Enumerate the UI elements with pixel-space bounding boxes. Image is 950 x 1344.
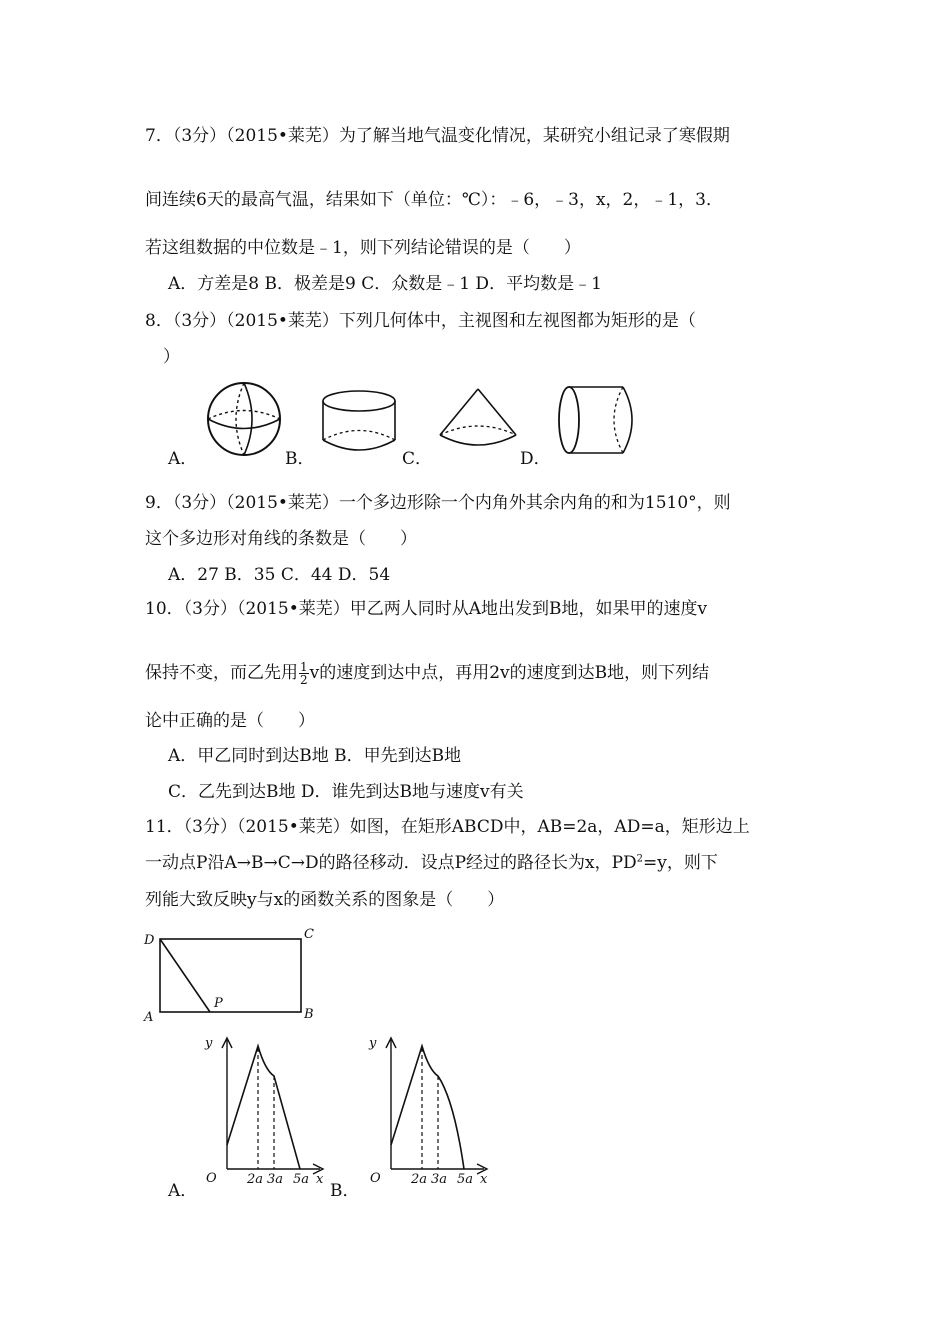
cone-figure (435, 385, 520, 451)
q8-line-1: 8．（3分）（2015•莱芜）下列几何体中，主视图和左视图都为矩形的是（ (145, 311, 696, 331)
q7-options: A．方差是8 B．极差是9 C．众数是﹣1 D．平均数是﹣1 (168, 274, 602, 294)
label-d: D (144, 933, 155, 948)
q8-option-a-label: A． (168, 449, 198, 469)
sphere-figure (200, 380, 290, 460)
rectangle-abcd-figure (140, 925, 330, 1025)
q11-line-1: 11．（3分）（2015•莱芜）如图，在矩形ABCD中，AB=2a，AD=a，矩形边上 (145, 817, 750, 837)
q7-line-2: 间连续6天的最高气温，结果如下（单位：℃）：﹣6，﹣3，x，2，﹣1，3． (145, 190, 723, 210)
graph-a-y-label: y (205, 1036, 213, 1051)
q7-line-3: 若这组数据的中位数是﹣1，则下列结论错误的是（ ） (145, 238, 581, 258)
q11-line-2 (145, 852, 718, 874)
cylinder-lying-figure (553, 382, 638, 458)
graph-b-tick-3a: 3a (431, 1172, 448, 1187)
q11-option-a-label: A． (168, 1181, 198, 1201)
q8-option-c-label: C． (402, 449, 433, 469)
q10-line-2 (145, 661, 709, 686)
q8-option-d-label: D． (520, 449, 551, 469)
q7-line-1: 7．（3分）（2015•莱芜）为了解当地气温变化情况，某研究小组记录了寒假期 (145, 126, 730, 146)
q9-options: A．27 B．35 C．44 D．54 (168, 565, 391, 585)
cylinder-upright-figure (318, 388, 403, 454)
label-b: B (304, 1007, 314, 1022)
graph-b-x-label: x (480, 1172, 488, 1187)
graph-option-a (200, 1030, 330, 1190)
graph-b-y-label: y (369, 1036, 377, 1051)
q10-options-2: C．乙先到达B地 D．谁先到达B地与速度v有关 (168, 782, 524, 802)
square-superscript: 2 (636, 853, 644, 865)
graph-a-x-label: x (316, 1172, 324, 1187)
graph-a-tick-3a: 3a (267, 1172, 284, 1187)
graph-a-tick-5a: 5a (293, 1172, 310, 1187)
graph-b-origin-label: O (370, 1171, 381, 1186)
q10-options-1: A．甲乙同时到达B地 B．甲先到达B地 (168, 746, 462, 766)
q8-option-b-label: B． (285, 449, 315, 469)
graph-b-tick-5a: 5a (457, 1172, 474, 1187)
label-c: C (304, 927, 314, 942)
fraction-denominator: 2 (300, 673, 308, 687)
half-fraction (299, 661, 309, 686)
q10-line-1: 10．（3分）（2015•莱芜）甲乙两人同时从A地出发到B地，如果甲的速度v (145, 599, 708, 619)
q9-line-2: 这个多边形对角线的条数是（ ） (145, 529, 417, 549)
q10-line-2-pre: 保持不变，而乙先用 (145, 663, 298, 683)
graph-option-b (364, 1030, 494, 1190)
q10-line-3: 论中正确的是（ ） (145, 711, 315, 731)
q10-line-2-post: v的速度到达中点，再用2v的速度到达B地，则下列结 (309, 663, 710, 683)
q11-line-2-post: =y，则下 (643, 853, 718, 873)
graph-a-tick-2a: 2a (247, 1172, 264, 1187)
graph-a-origin-label: O (206, 1171, 217, 1186)
label-a: A (144, 1010, 154, 1025)
graph-b-tick-2a: 2a (411, 1172, 428, 1187)
q11-line-2-pre: 一动点P沿A→B→C→D的路径移动．设点P经过的路径长为x，PD (145, 853, 637, 873)
q9-line-1: 9．（3分）（2015•莱芜）一个多边形除一个内角外其余内角的和为1510°，则 (145, 493, 731, 513)
q11-option-b-label: B． (330, 1181, 360, 1201)
q11-line-3: 列能大致反映y与x的函数关系的图象是（ ） (145, 890, 505, 910)
q8-line-2: ） (163, 347, 180, 367)
label-p: P (214, 996, 223, 1011)
fraction-numerator: 1 (300, 660, 308, 674)
